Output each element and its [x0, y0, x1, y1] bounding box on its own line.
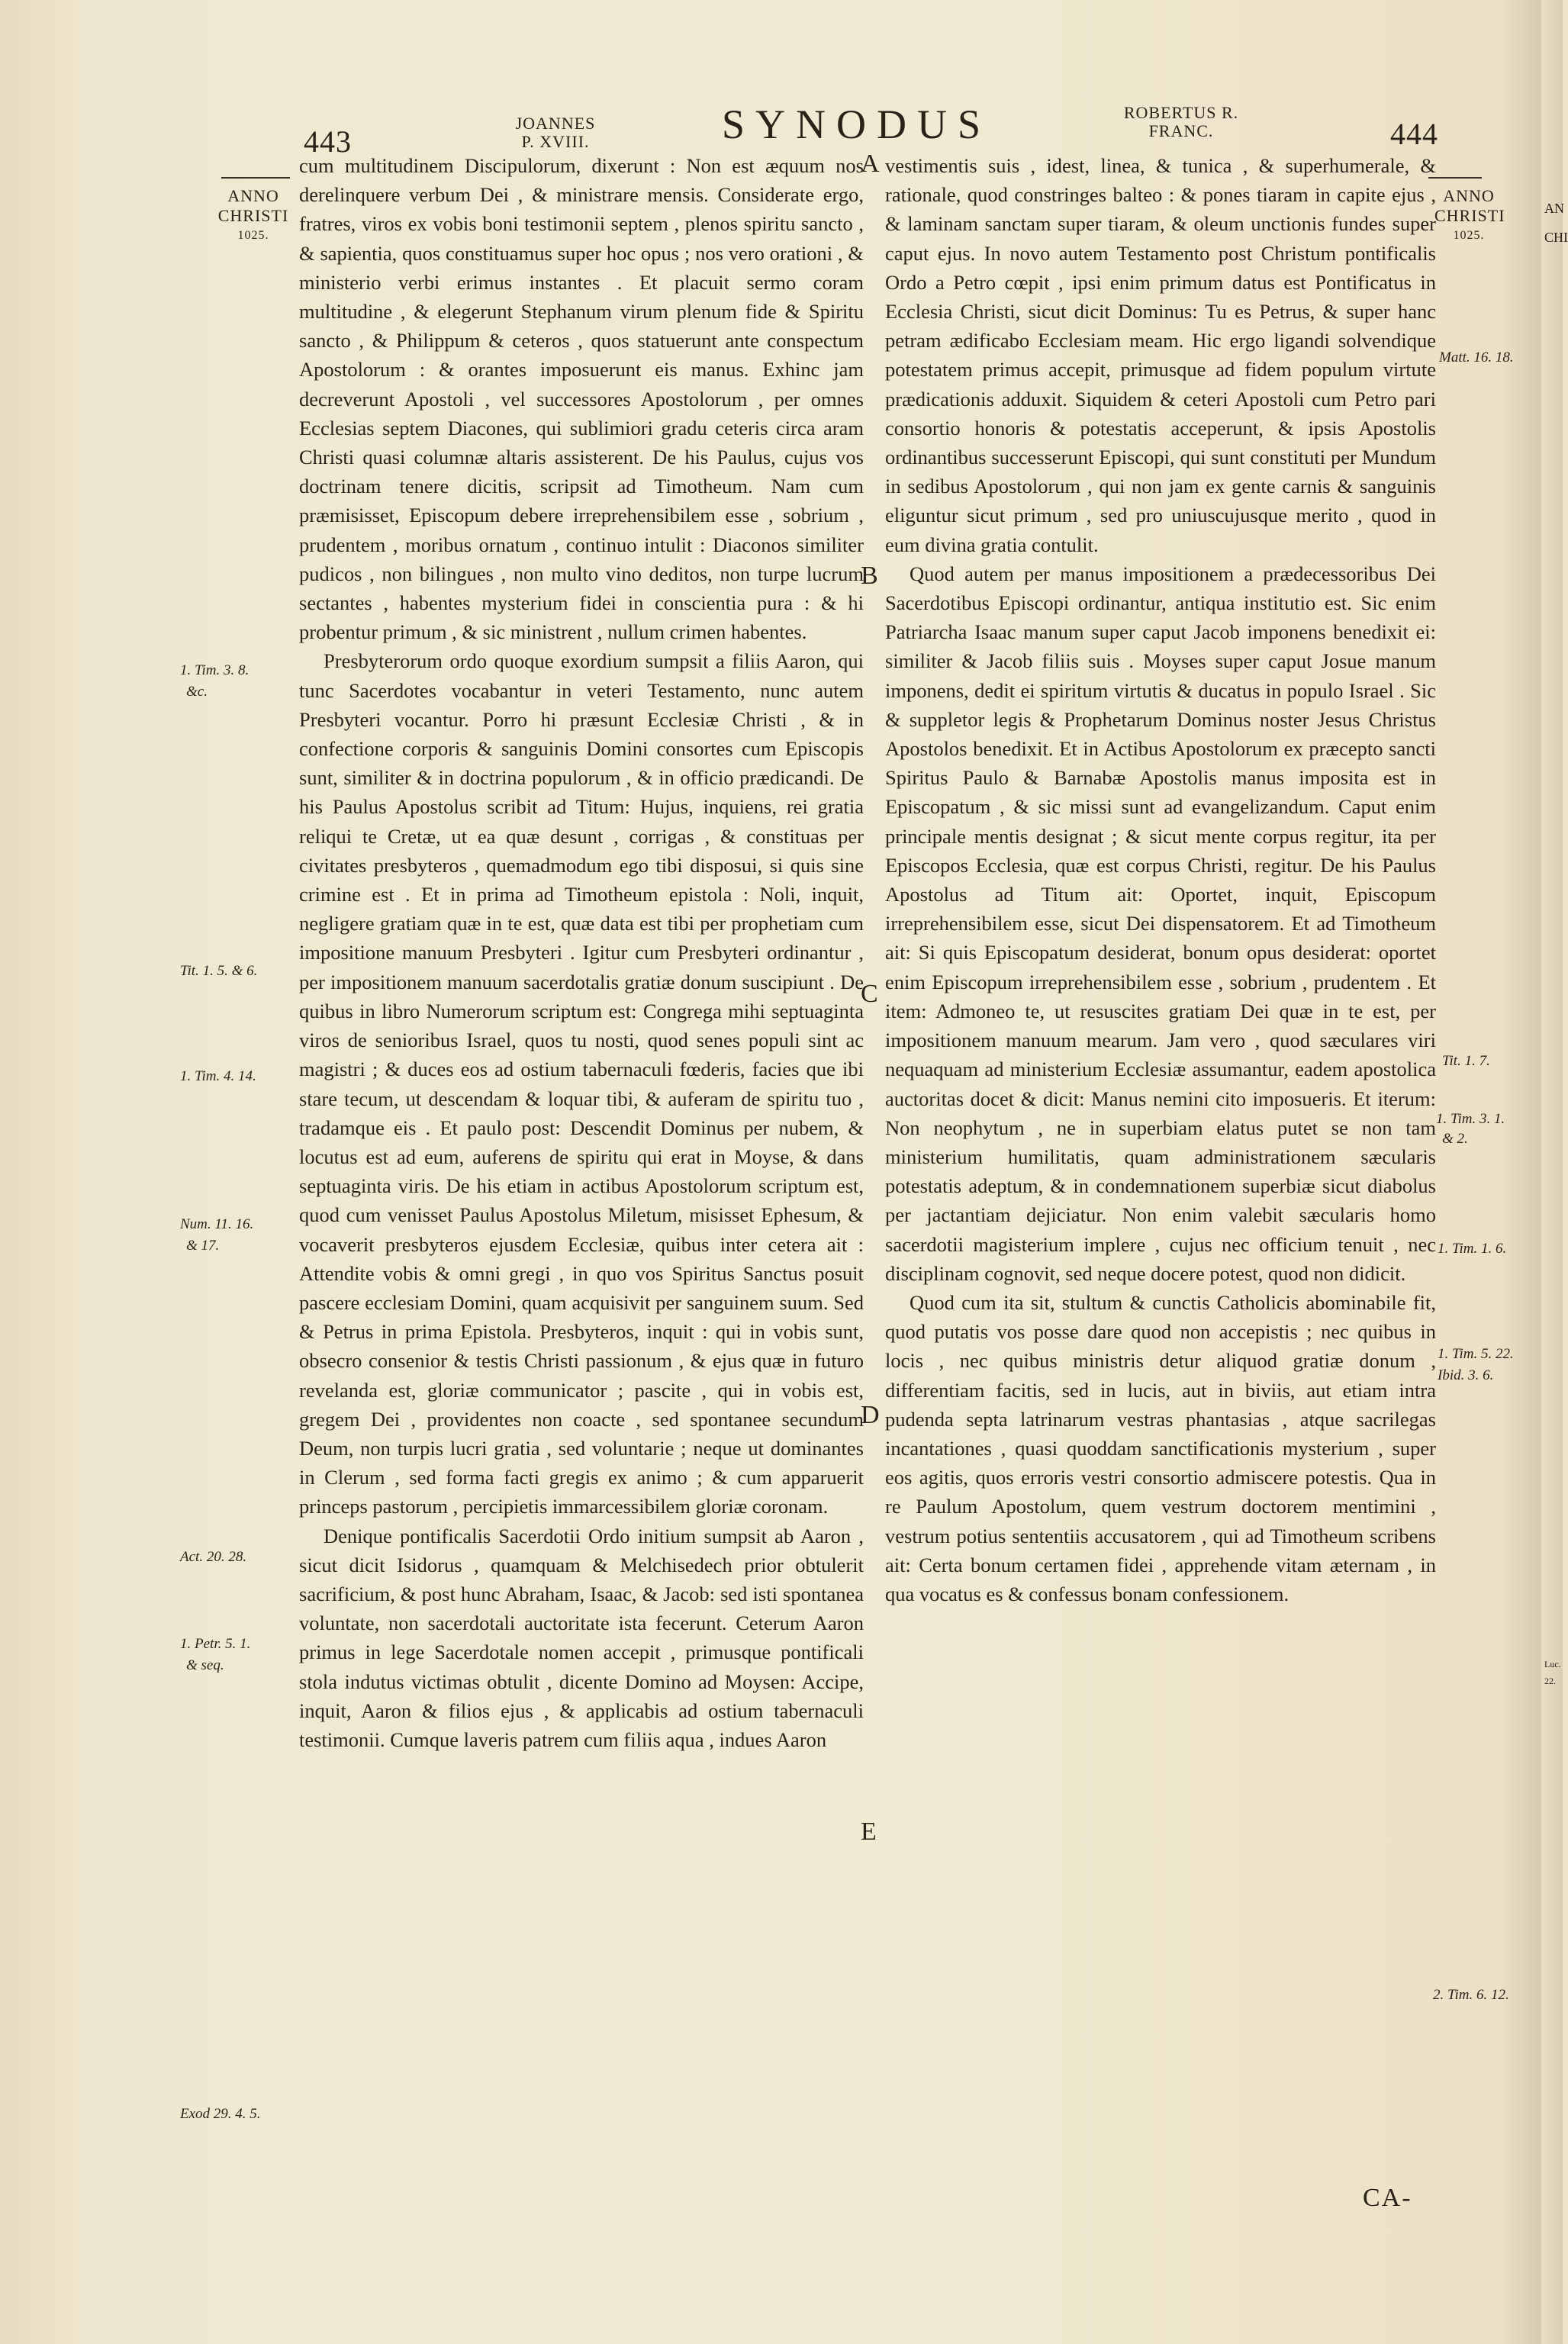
- section-letter-a: A: [861, 150, 880, 178]
- right-running-head-line2: FRANC.: [1148, 121, 1214, 140]
- right-running-head: [1105, 104, 1257, 140]
- left-text-column: [299, 151, 864, 2181]
- anno-right-line3: 1025.: [1453, 229, 1485, 242]
- edge-mark-1: AN: [1544, 201, 1564, 216]
- margin-note-left-10: Exod 29. 4. 5.: [180, 2106, 261, 2122]
- margin-note-left-1: 1. Tim. 3. 8.: [180, 662, 250, 678]
- edge-mark-3: Luc. 22.: [1544, 1659, 1561, 1686]
- left-paragraph-2: Presbyterorum ordo quoque exordium sumpsit a filiis Aaron, qui tunc Sacerdotes vocabantur in veteri Testamento, nunc autem Presbyteri vocantur. Porro hi præsunt Ecclesiæ Christi , & in confectione corporis & sanguinis Domini consortes cum Episcopis sunt, similiter & in doctrina populorum , & in officio prædicandi. De his Paulus Apostolus scribit ad Titum: Hujus, inquiens, rei gratia reliqui te Cretæ, ut ea quæ desunt , corrigas , & constituas per civitates presbyteros , quemadmodum ego tibi disposui, si quis sine crimine est . Et in prima ad Timotheum epistola : Noli, inquit, negligere gratiam quæ in te est, quæ data est tibi per prophetiam cum impositione manuum Presbyteri . Igitur cum Presbyteri ordinantur , per impositionem manuum sacerdotalis gratiæ donum suscipiunt . De quibus in libro Numerorum scriptum est: Congrega mihi septuaginta viros de senioribus Israel, quos tu nosti, quod senes populi sint ac magistri ; & duces eos ad ostium tabernaculi fœderis, facies que ibi stare tecum, ut descendam & loquar tibi, & auferam de spiritu tuo , tradamque eis . Et paulo post: Descendit Dominus per nubem, & locutus est ad eum, auferens de spiritu qui erat in Moyse, & dans septuaginta viris. De his etiam in actibus Apostolorum scriptum est, quod cum venisset Paulus Apostolus Miletum, misisset Ephesum, & vocaverit presbyteros ejusdem Ecclesiæ, quibus inter cetera ait : Attendite vobis & omni gregi , in quo vos Spiritus Sanctus posuit pascere ecclesiam Domini, quam acquisivit per sanguinem suum. Sed & Petrus in prima Epistola. Presbyteros, inquit : qui in vobis sunt, obsecro consenior & testis Christi passionum , & ejus quæ in futuro revelanda est, gloriæ communicator ; pascite , qui in vobis est, gregem Dei , providentes non coacte , sed spontanee secundum Deum, non turpis lucri gratia , sed voluntarie ; neque ut dominantes in Clerum , sed forma facti gregis ex animo ; & cum apparuerit princeps pastorum , percipietis immarcessibilem gloriæ coronam.: [299, 649, 864, 1518]
- anno-left-line2: CHRISTI: [217, 206, 289, 225]
- anno-christi-right: [1434, 186, 1503, 246]
- margin-note-right-2: Tit. 1. 7.: [1442, 1053, 1490, 1069]
- margin-note-right-6: 1. Tim. 5. 22.: [1438, 1346, 1514, 1362]
- margin-note-left-9: & seq.: [186, 1657, 224, 1673]
- margin-note-right-1: Matt. 16. 18.: [1439, 349, 1514, 365]
- right-paragraph-2: Quod autem per manus impositionem a prædecessoribus Dei Sacerdotibus Episcopi ordinantur, antiqua institutio est. Sic enim Patriarcha Isaac manum super caput Jacob imponens benedixit ei: similiter & Jacob filiis suis . Moyses super caput Josue manum imponens, dedit ei spiritum virtutis & ducatus in populo Israel . Sic & suppletor legis & Prophetarum Dominus noster Jesus Christus Apostolos benedixit. Et in Actibus Apostolorum ex præcepto sancti Spiritus Paulo & Barnabæ Apostolis manus imposita est in Episcopatum , & sic missi sunt ad evangelizandum. Caput enim principale mentis designat ; & sicut mente corpus regitur, ita per Episcopos Ecclesia, quæ est corpus Christi, regitur. De his Paulus Apostolus ad Titum ait: Oportet, inquit, Episcopum irreprehensibilem esse, sicut Dei dispensatorem. Et ad Timotheum ait: Si quis Episcopatum desiderat, bonum opus desiderat: oportet enim Episcopum irreprehensibilem esse , sobrium , prudentem . Et item: Admoneo te, ut resuscites gratiam Dei quæ in te est, per impositionem manuum mearum. Jam vero , quod sæculares viri nequaquam ad ministerium Ecclesiæ assumantur, eadem apostolica auctoritas docet & dicit: Manus nemini cito imposueris. Et iterum: Non neophytum , ne in superbiam elatus putet se non tam ministerium humilitatis, quam administrationem sæcularis potestatis adeptum, & in condemnationem superbiæ sicut diabolus per jactantiam dejiciatur. Non enim valebit sæcularis homo sacerdotii magisterium implere , cujus nec officium tenuit , nec disciplinam cognovit, sed neque docere potest, quod non didicit.: [885, 562, 1436, 1285]
- margin-note-left-5: Num. 11. 16.: [180, 1216, 254, 1232]
- left-running-head-line1: JOANNES: [515, 114, 596, 133]
- margin-note-left-4: 1. Tim. 4. 14.: [180, 1068, 256, 1084]
- left-margin-rule: [221, 177, 290, 179]
- margin-note-left-8: 1. Petr. 5. 1.: [180, 1636, 251, 1652]
- left-paragraph-3: Denique pontificalis Sacerdotii Ordo initium sumpsit ab Aaron , sicut dicit Isidorus , quamquam & Melchisedech prior obtulerit sacrificium, & post hunc Abraham, Isaac, & Jacob: sed isti spontanea voluntate, non sacerdotali auctoritate ista fecerunt. Ceterum Aaron primus in lege Sacerdotale nomen accepit , primusque pontificali stola indutus victimas obtulit , dicente Domino ad Moysen: Accipe, inquit, Aaron & filios ejus , & applicabis ad ostium tabernaculi testimonii. Cumque laveris patrem cum filiis aqua , indues Aaron: [299, 1524, 864, 1751]
- facing-page-edge: [1541, 0, 1568, 2344]
- margin-note-left-3: Tit. 1. 5. & 6.: [180, 963, 258, 979]
- right-text-column: [885, 151, 1436, 2181]
- anno-right-line1: ANNO: [1443, 186, 1495, 205]
- left-running-head-line2: P. XVIII.: [521, 132, 590, 151]
- left-page-number: 443: [304, 124, 352, 159]
- margin-note-right-3: 1. Tim. 3. 1.: [1436, 1111, 1505, 1127]
- right-margin-rule: [1428, 177, 1482, 179]
- page-title: SYNODUS: [722, 101, 992, 147]
- catchword: CA-: [1363, 2184, 1412, 2212]
- right-page-number: 444: [1390, 117, 1438, 151]
- margin-note-right-8: 2. Tim. 6. 12.: [1433, 1987, 1509, 2003]
- anno-christi-left: [215, 186, 291, 246]
- margin-note-right-5: 1. Tim. 1. 6.: [1438, 1241, 1507, 1257]
- margin-note-right-7: Ibid. 3. 6.: [1438, 1367, 1494, 1383]
- anno-left-line1: ANNO: [227, 186, 279, 205]
- right-paragraph-1: vestimentis suis , idest, linea, & tunica , & superhumerale, & rationale, quod constringes balteo : & pones tiaram in capite ejus , & laminam sanctam super tiaram, & oleum unctionis fundes super caput ejus. In novo autem Testamento post Christum pontificalis Ordo a Petro cœpit , ipsi enim primum datus est Pontificatus in Ecclesia Christi, sicut dicit Dominus: Tu es Petrus, & super hanc petram ædificabo Ecclesiam meam. Hic ergo ligandi solvendique potestatem primus accepit, primusque ad fidem populum virtute prædicationis adduxit. Siquidem & ceteri Apostoli cum Petro pari consortio honoris & potestatis acceperunt, & ipsis Apostolis ordinantibus successerunt Episcopi, qui sunt constituti per Mundum in sedibus Apostolorum , qui non jam ex gente carnis & sanguinis eliguntur sicut primum , sed pro uniuscujusque merito , quod in eum divina gratia contulit.: [885, 154, 1436, 556]
- section-letter-d: D: [861, 1401, 880, 1429]
- edge-mark-2: CHI: [1544, 230, 1568, 245]
- margin-note-right-4: & 2.: [1442, 1131, 1468, 1147]
- section-letter-e: E: [861, 1818, 877, 1846]
- section-letter-b: B: [861, 562, 878, 590]
- margin-note-left-7: Act. 20. 28.: [180, 1549, 247, 1565]
- margin-note-left-6: & 17.: [186, 1238, 220, 1254]
- left-running-head: [494, 114, 617, 151]
- section-letter-c: C: [861, 980, 878, 1008]
- left-paragraph-1: cum multitudinem Discipulorum, dixerunt : Non est æquum nos derelinquere verbum Dei , & ministrare mensis. Considerate ergo, fratres, viros ex vobis boni testimonii septem , plenos spiritu sancto , & sapientia, quos constituamus super hoc opus ; nos vero orationi , & ministerio verbi erimus instantes . Et placuit sermo coram multitudine , & elegerunt Stephanum virum plenum fide & Spiritu sancto , & Philippum & ceteros , quos statuerunt ante conspectum Apostolorum : & orantes imposuerunt eis manus. Exhinc jam decreverunt Apostoli , vel successores Apostolorum , per omnes Ecclesias septem Diacones, qui sublimiori gradu ceteris circa aram Christi quasi columnæ altaris assisterent. De his Paulus, cujus vos doctrinam tenere dicitis, scripsit ad Timotheum. Nam cum præmisisset, Episcopum debere irreprehensibilem esse , sobrium , prudentem , moribus ornatum , continuo intulit : Diaconos similiter pudicos , non bilingues , non multo vino deditos, non turpe lucrum sectantes , habentes mysterium fidei in conscientia pura : & hi probentur primum , & sic ministrent , nullum crimen habentes.: [299, 154, 864, 644]
- anno-left-line3: 1025.: [237, 229, 269, 242]
- right-paragraph-3: Quod cum ita sit, stultum & cunctis Catholicis abominabile fit, quod putatis vos posse dare quod non accepistis ; nec quibus in locis , nec quibus ministris detur aliquod gratiæ donum , differentiam facitis, sed in lucis, aut in biviis, aut etiam intra pudenda septa latrinarum vestras phantasias , atque sacrilegas incantationes , quasi quoddam sanctificationis mysterium , super eos agitis, quos erroris vestri consortio admiscere potestis. Qua in re Paulum Apostolum, quem vestrum doctorem mentimini , vestrum potius sententiis accusatorem , qui ad Timotheum scribens ait: Certa bonum certamen fidei , apprehende vitam æternam , in qua vocatus es & confessus bonam confessionem.: [885, 1290, 1436, 1605]
- anno-right-line2: CHRISTI: [1434, 206, 1505, 225]
- right-running-head-line1: ROBERTUS R.: [1123, 103, 1239, 122]
- margin-note-left-2: &c.: [186, 684, 208, 700]
